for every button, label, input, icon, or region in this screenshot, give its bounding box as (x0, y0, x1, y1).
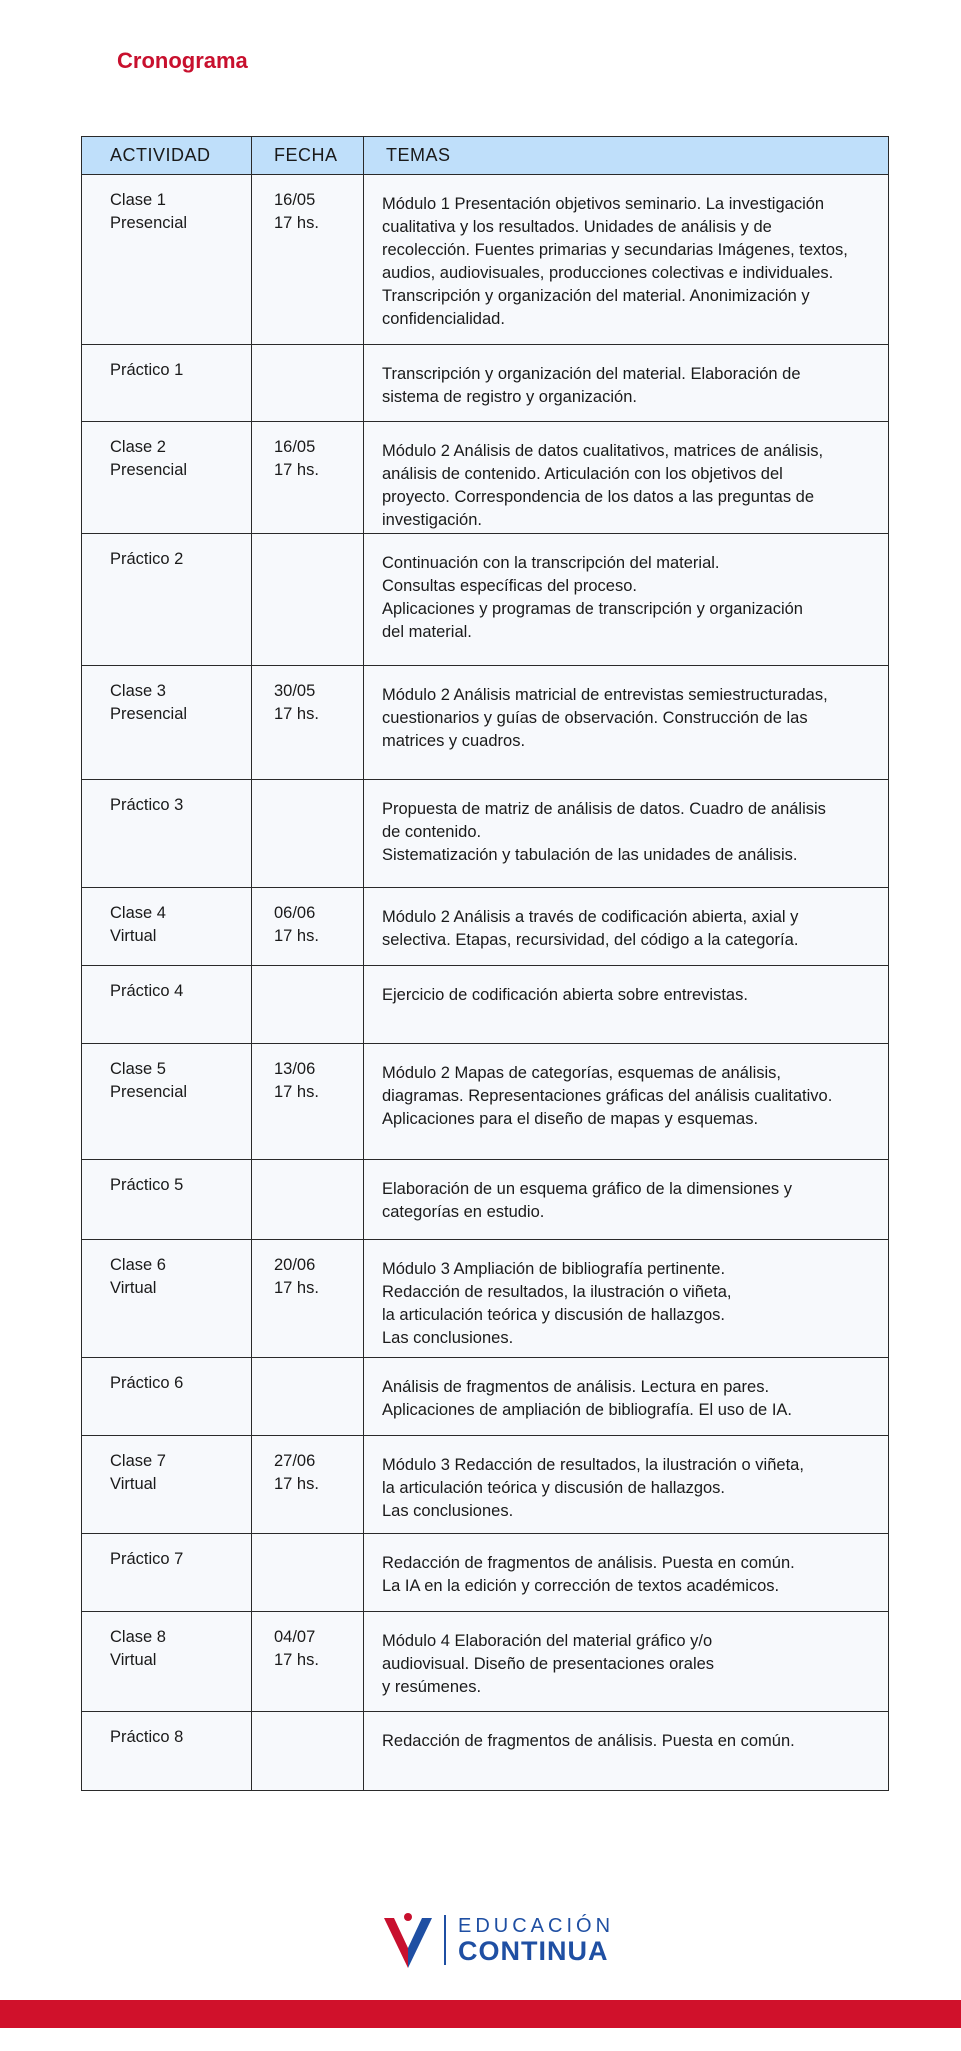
cell-temas (364, 666, 888, 779)
cell-temas-line: sistema de registro y organización. (382, 388, 637, 406)
cell-actividad (82, 422, 252, 533)
cell-fecha-line: 04/07 (274, 1628, 316, 1646)
cell-actividad (82, 966, 252, 1043)
cell-temas-line: Las conclusiones. (382, 1329, 514, 1347)
cell-actividad-line: Práctico 2 (110, 550, 184, 568)
cell-actividad (82, 1436, 252, 1533)
cell-temas-line: audiovisual. Diseño de presentaciones orales (382, 1655, 715, 1673)
table-row (82, 1436, 888, 1534)
cell-actividad-line: Presencial (110, 214, 188, 232)
cell-temas-line: diagramas. Representaciones gráficas del análisis cualitativo. (382, 1087, 833, 1105)
cell-fecha-line: 06/06 (274, 904, 316, 922)
cell-temas-line: Aplicaciones de ampliación de bibliografía. El uso de IA. (382, 1401, 792, 1419)
cell-fecha-line: 30/05 (274, 682, 316, 700)
cell-fecha-line: 17 hs. (274, 214, 319, 232)
cell-actividad-line: Presencial (110, 705, 188, 723)
cell-actividad (82, 666, 252, 779)
educacion-continua-logo (384, 1912, 614, 1968)
cell-actividad-line: Práctico 8 (110, 1728, 184, 1746)
logo-text (458, 1916, 614, 1965)
cell-temas (364, 1612, 888, 1711)
cell-temas-line: Módulo 3 Ampliación de bibliografía pertinente. (382, 1260, 726, 1278)
cell-temas-line: Módulo 2 Análisis de datos cualitativos, matrices de análisis, (382, 442, 824, 460)
cell-fecha-line: 17 hs. (274, 1279, 319, 1297)
cell-fecha-line: 16/05 (274, 438, 316, 456)
cell-fecha-line: 17 hs. (274, 705, 319, 723)
cell-actividad (82, 1612, 252, 1711)
cell-temas (364, 780, 888, 887)
cell-fecha-line: 17 hs. (274, 927, 319, 945)
cell-temas-line: Continuación con la transcripción del material. (382, 554, 720, 572)
cell-fecha (252, 966, 364, 1043)
cell-temas-line: Elaboración de un esquema gráfico de la dimensiones y (382, 1180, 793, 1198)
cell-temas-line: Módulo 2 Análisis matricial de entrevistas semiestructuradas, (382, 686, 828, 704)
cell-temas-line: Redacción de fragmentos de análisis. Puesta en común. (382, 1554, 795, 1572)
cell-fecha-line: 27/06 (274, 1452, 316, 1470)
table-row (82, 534, 888, 666)
cell-temas-line: selectiva. Etapas, recursividad, del código a la categoría. (382, 931, 799, 949)
cell-actividad-line: Práctico 5 (110, 1176, 184, 1194)
cell-temas-line: Redacción de resultados, la ilustración o viñeta, (382, 1283, 732, 1301)
header-actividad: ACTIVIDAD (82, 137, 252, 174)
table-header-row (82, 137, 888, 175)
cell-temas-line: Módulo 2 Mapas de categorías, esquemas de análisis, (382, 1064, 781, 1082)
cell-temas (364, 1240, 888, 1357)
cell-actividad-line: Presencial (110, 461, 188, 479)
cell-fecha (252, 175, 364, 344)
cell-fecha (252, 1612, 364, 1711)
cell-actividad (82, 1712, 252, 1790)
cell-temas-line: Módulo 1 Presentación objetivos seminario. La investigación (382, 195, 825, 213)
cell-fecha (252, 780, 364, 887)
cell-actividad (82, 1358, 252, 1435)
cell-temas-line: investigación. (382, 511, 482, 529)
cell-temas-line: Redacción de fragmentos de análisis. Puesta en común. (382, 1732, 795, 1750)
cell-fecha (252, 1240, 364, 1357)
university-shield-icon (384, 1912, 432, 1968)
table-row (82, 1712, 888, 1790)
logo-line-1: EDUCACIÓN (458, 1914, 615, 1937)
cell-temas-line: Aplicaciones para el diseño de mapas y esquemas. (382, 1110, 759, 1128)
cell-temas-line: Análisis de fragmentos de análisis. Lectura en pares. (382, 1378, 770, 1396)
cell-temas (364, 1712, 888, 1790)
table-row (82, 888, 888, 966)
cell-temas-line: proyecto. Correspondencia de los datos a las preguntas de (382, 488, 815, 506)
cell-temas (364, 966, 888, 1043)
cell-temas (364, 1534, 888, 1611)
cell-temas-line: Propuesta de matriz de análisis de datos. Cuadro de análisis (382, 800, 826, 818)
cell-actividad (82, 534, 252, 665)
cell-temas (364, 1436, 888, 1533)
table-row (82, 1612, 888, 1712)
cell-actividad-line: Clase 5 (110, 1060, 166, 1078)
cell-temas-line: la articulación teórica y discusión de hallazgos. (382, 1479, 726, 1497)
cell-temas-line: Las conclusiones. (382, 1502, 514, 1520)
cell-fecha-line: 13/06 (274, 1060, 316, 1078)
table-row (82, 1358, 888, 1436)
cell-actividad-line: Clase 1 (110, 191, 166, 209)
header-fecha: FECHA (252, 137, 364, 174)
cell-temas-line: del material. (382, 623, 472, 641)
cell-fecha (252, 1160, 364, 1239)
cell-temas (364, 534, 888, 665)
cell-actividad (82, 780, 252, 887)
cell-temas-line: matrices y cuadros. (382, 732, 526, 750)
cell-fecha (252, 534, 364, 665)
logo-line-2: CONTINUA (458, 1935, 609, 1966)
cell-temas-line: recolección. Fuentes primarias y secundarias Imágenes, textos, (382, 241, 848, 259)
cell-fecha-line: 17 hs. (274, 461, 319, 479)
cell-fecha (252, 345, 364, 421)
table-row (82, 422, 888, 534)
cell-actividad-line: Presencial (110, 1083, 188, 1101)
table-row (82, 1240, 888, 1358)
cell-temas-line: Módulo 2 Análisis a través de codificación abierta, axial y (382, 908, 799, 926)
cell-fecha (252, 1044, 364, 1159)
cell-actividad-line: Práctico 3 (110, 796, 184, 814)
cell-actividad (82, 1240, 252, 1357)
cell-temas-line: confidencialidad. (382, 310, 505, 328)
cell-temas (364, 888, 888, 965)
cell-actividad-line: Práctico 6 (110, 1374, 184, 1392)
table-row (82, 345, 888, 422)
cell-temas (364, 422, 888, 533)
cell-fecha (252, 666, 364, 779)
cell-temas-line: audios, audiovisuales, producciones colectivas e individuales. (382, 264, 834, 282)
table-row (82, 1044, 888, 1160)
header-temas: TEMAS (386, 145, 451, 165)
cell-fecha (252, 422, 364, 533)
cell-temas-line: análisis de contenido. Articulación con los objetivos del (382, 465, 783, 483)
cell-temas (364, 1044, 888, 1159)
cell-temas (364, 175, 888, 344)
cell-actividad (82, 345, 252, 421)
cell-fecha (252, 1712, 364, 1790)
cell-temas-line: Ejercicio de codificación abierta sobre entrevistas. (382, 986, 748, 1004)
cell-fecha (252, 888, 364, 965)
cell-fecha-line: 17 hs. (274, 1475, 319, 1493)
cell-temas-line: Transcripción y organización del material. Anonimización y (382, 287, 810, 305)
cell-actividad-line: Virtual (110, 927, 157, 945)
table-body (82, 175, 888, 1790)
cell-actividad-line: Clase 7 (110, 1452, 166, 1470)
cell-actividad-line: Práctico 4 (110, 982, 184, 1000)
cell-actividad-line: Clase 2 (110, 438, 166, 456)
table-row (82, 666, 888, 780)
table-row (82, 966, 888, 1044)
cell-fecha-line: 16/05 (274, 191, 316, 209)
cell-temas-line: Sistematización y tabulación de las unidades de análisis. (382, 846, 798, 864)
cell-actividad (82, 1044, 252, 1159)
cell-temas (364, 1358, 888, 1435)
logo-divider (444, 1915, 446, 1965)
cell-actividad-line: Virtual (110, 1651, 157, 1669)
cell-fecha-line: 17 hs. (274, 1651, 319, 1669)
cell-temas-line: categorías en estudio. (382, 1203, 545, 1221)
cell-fecha (252, 1534, 364, 1611)
cell-actividad-line: Clase 4 (110, 904, 166, 922)
cell-temas-line: Consultas específicas del proceso. (382, 577, 637, 595)
cell-actividad-line: Práctico 7 (110, 1550, 184, 1568)
cell-actividad-line: Virtual (110, 1475, 157, 1493)
cell-temas-line: Aplicaciones y programas de transcripción y organización (382, 600, 803, 618)
cell-actividad (82, 1160, 252, 1239)
cell-temas-line: Transcripción y organización del material. Elaboración de (382, 365, 801, 383)
cell-actividad (82, 888, 252, 965)
cell-actividad (82, 1534, 252, 1611)
cell-temas-line: de contenido. (382, 823, 482, 841)
cell-actividad-line: Clase 8 (110, 1628, 166, 1646)
cell-temas-line: la articulación teórica y discusión de hallazgos. (382, 1306, 726, 1324)
table-row (82, 1534, 888, 1612)
cell-temas-line: y resúmenes. (382, 1678, 482, 1696)
table-row (82, 780, 888, 888)
cell-temas (364, 345, 888, 421)
page-title: Cronograma (117, 48, 248, 73)
cell-temas-line: cuestionarios y guías de observación. Construcción de las (382, 709, 808, 727)
cell-temas-line: Módulo 3 Redacción de resultados, la ilustración o viñeta, (382, 1456, 804, 1474)
table-row (82, 1160, 888, 1240)
cell-actividad (82, 175, 252, 344)
cell-temas-line: cualitativa y los resultados. Unidades de análisis y de (382, 218, 772, 236)
cell-fecha (252, 1358, 364, 1435)
cell-temas-line: La IA en la edición y corrección de textos académicos. (382, 1577, 780, 1595)
cell-actividad-line: Clase 3 (110, 682, 166, 700)
cell-fecha-line: 17 hs. (274, 1083, 319, 1101)
cell-actividad-line: Virtual (110, 1279, 157, 1297)
cell-fecha-line: 20/06 (274, 1256, 316, 1274)
footer-red-bar (0, 2000, 961, 2028)
cell-actividad-line: Clase 6 (110, 1256, 166, 1274)
cell-fecha (252, 1436, 364, 1533)
cell-temas-line: Módulo 4 Elaboración del material gráfico y/o (382, 1632, 713, 1650)
cell-actividad-line: Práctico 1 (110, 361, 184, 379)
schedule-table (81, 136, 889, 1791)
table-row (82, 175, 888, 345)
cell-temas (364, 1160, 888, 1239)
